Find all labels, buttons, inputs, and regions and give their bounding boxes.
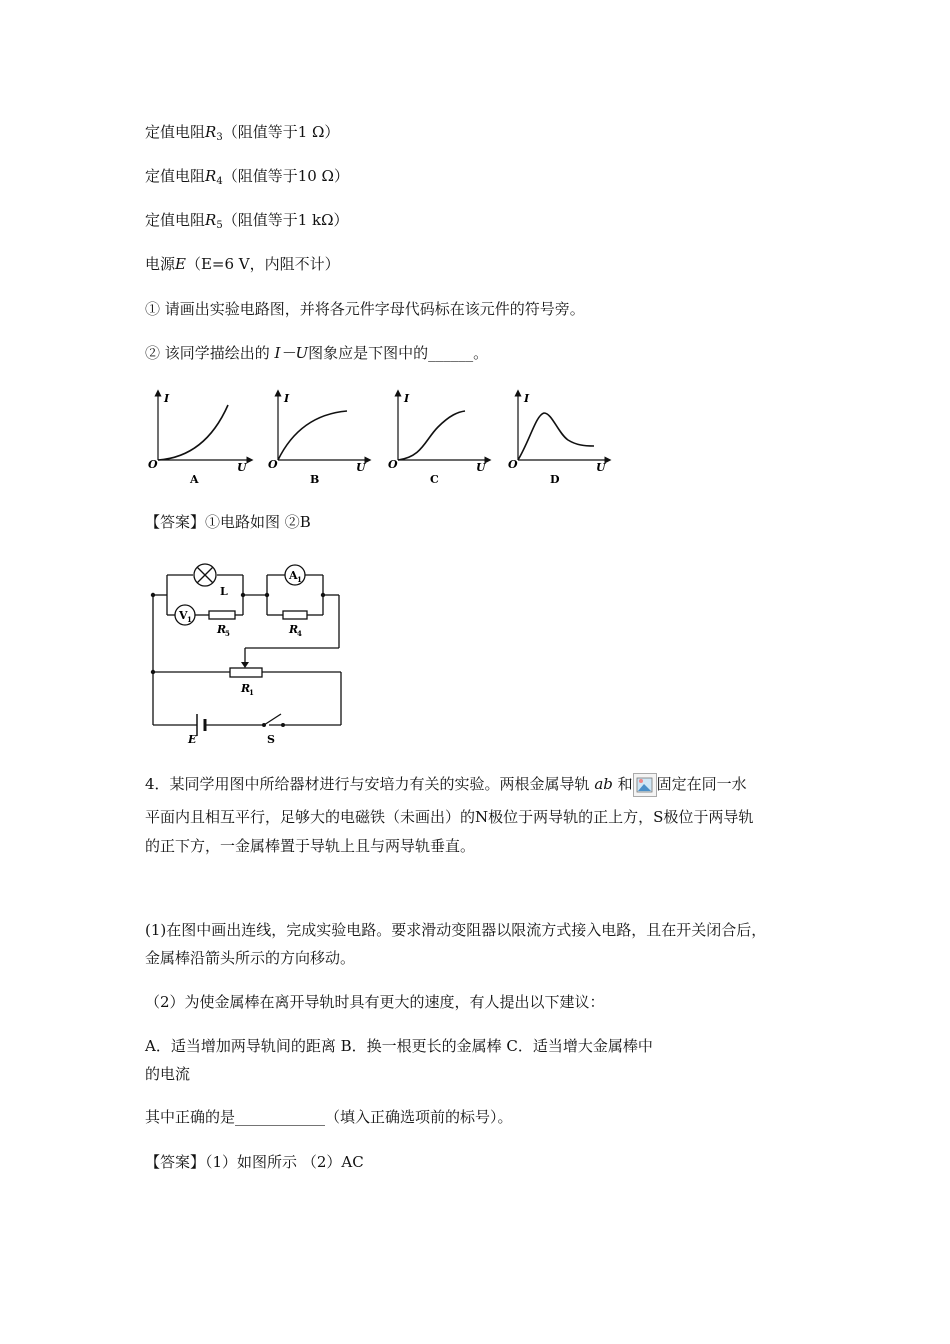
- graph-a: [148, 392, 250, 486]
- subscript: 3: [216, 132, 223, 143]
- r1-label: R: [241, 682, 251, 695]
- r4-label: R: [289, 623, 299, 636]
- axis-i: I: [164, 392, 170, 405]
- symbol: E: [175, 255, 186, 273]
- circuit-diagram: [145, 560, 360, 750]
- symbol: R: [205, 123, 217, 141]
- item-r4: [145, 165, 349, 193]
- problem-4-line-2: 平面内且相互平行，足够大的电磁铁（未画出）的N极位于两导轨的正上方，S极位于两导轨: [145, 808, 754, 826]
- answer-3: 【答案】①电路如图 ②B: [145, 513, 311, 531]
- axis-u: U: [356, 461, 366, 474]
- r4-sub: 4: [297, 629, 302, 638]
- item-source: [145, 253, 340, 275]
- question-1: ① 请画出实验电路图，并将各元件字母代码标在该元件的符号旁。: [145, 300, 585, 318]
- resistor-r4: [283, 611, 307, 619]
- origin-o: O: [508, 458, 518, 471]
- resistor-r5: [209, 611, 235, 619]
- part-2: （2）为使金属棒在离开导轨时具有更大的速度，有人提出以下建议：: [145, 993, 605, 1011]
- subscript: 4: [216, 176, 223, 187]
- item-value: （阻值等于10 Ω）: [222, 167, 349, 185]
- axis-i: I: [524, 392, 530, 405]
- graph-label-b: B: [310, 473, 320, 486]
- iu-graphs-figure: [140, 385, 620, 495]
- problem-text-end: 固定在同一水: [656, 775, 747, 793]
- rheostat-r1: [230, 668, 262, 677]
- origin-o: O: [148, 458, 158, 471]
- source-label: E: [188, 733, 197, 746]
- voltmeter-label: V: [179, 609, 188, 622]
- curve-c: [398, 411, 465, 460]
- item-r5: [145, 209, 349, 237]
- voltmeter-sub: 1: [187, 615, 192, 624]
- origin-o: O: [388, 458, 398, 471]
- item-value: （阻值等于1 Ω）: [222, 123, 340, 141]
- graph-label-c: C: [430, 473, 439, 486]
- curve-d: [518, 413, 594, 460]
- voltmeter-icon: [175, 605, 195, 625]
- part-1-line-1: (1)在图中画出连线，完成实验电路。要求滑动变阻器以限流方式接入电路，且在开关闭合后，: [145, 921, 767, 939]
- lamp-icon: [194, 564, 216, 586]
- axis-u: U: [596, 461, 606, 474]
- symbol: R: [205, 211, 217, 229]
- graph-c: [388, 392, 488, 486]
- problem-4-line-1: [145, 773, 747, 797]
- problem-4-line-3: 的正下方，一金属棒置于导轨上且与两导轨垂直。: [145, 837, 476, 855]
- battery-icon: [197, 714, 205, 736]
- curve-a: [158, 405, 228, 460]
- switch-label: S: [267, 733, 275, 746]
- origin-o: O: [268, 458, 278, 471]
- item-label: 定值电阻: [145, 167, 206, 185]
- problem-text: 4．某同学用图中所给器材进行与安培力有关的实验。两根金属导轨: [145, 775, 595, 793]
- lamp-label: L: [220, 585, 228, 598]
- graph-label-a: A: [190, 473, 199, 486]
- r5-sub: 5: [225, 629, 230, 638]
- item-r3: [145, 121, 339, 149]
- question-2: [145, 342, 488, 364]
- graph-label-d: D: [550, 473, 560, 486]
- item-label: 电源: [145, 255, 176, 273]
- axis-i: I: [404, 392, 410, 405]
- rail-ab: ab: [594, 775, 613, 793]
- graph-d: [508, 392, 608, 486]
- part-1-line-2: 金属棒沿箭头所示的方向移动。: [145, 949, 356, 967]
- curve-b: [278, 411, 347, 460]
- options-line-2: 的电流: [145, 1065, 191, 1083]
- graph-b: [268, 392, 368, 486]
- q2-variable: I－U: [274, 344, 309, 362]
- subscript: 5: [216, 220, 223, 231]
- answer-4: 【答案】（1）如图所示 （2）AC: [145, 1153, 364, 1171]
- item-label: 定值电阻: [145, 123, 206, 141]
- item-value: （E=6 V，内阻不计）: [185, 255, 340, 273]
- q2-text-end: 图象应是下图中的______。: [308, 344, 489, 362]
- axis-u: U: [476, 461, 486, 474]
- ammeter-label: A: [289, 569, 298, 582]
- ammeter-sub: 1: [297, 575, 302, 584]
- r5-label: R: [217, 623, 227, 636]
- ammeter-icon: [285, 565, 305, 585]
- symbol: R: [205, 167, 217, 185]
- problem-text-and: 和: [612, 775, 633, 793]
- r1-sub: 1: [249, 688, 254, 697]
- item-label: 定值电阻: [145, 211, 206, 229]
- axis-i: I: [284, 392, 290, 405]
- axis-u: U: [237, 461, 247, 474]
- fill-blank: 其中正确的是____________（填入正确选项前的标号）。: [145, 1108, 513, 1126]
- options-line-1: A．适当增加两导轨间的距离 B．换一根更长的金属棒 C．适当增大金属棒中: [145, 1037, 653, 1055]
- broken-image-icon: [633, 773, 657, 797]
- slider-arrow-icon: [241, 662, 249, 668]
- item-value: （阻值等于1 kΩ）: [222, 211, 349, 229]
- q2-text: ② 该同学描绘出的: [145, 344, 275, 362]
